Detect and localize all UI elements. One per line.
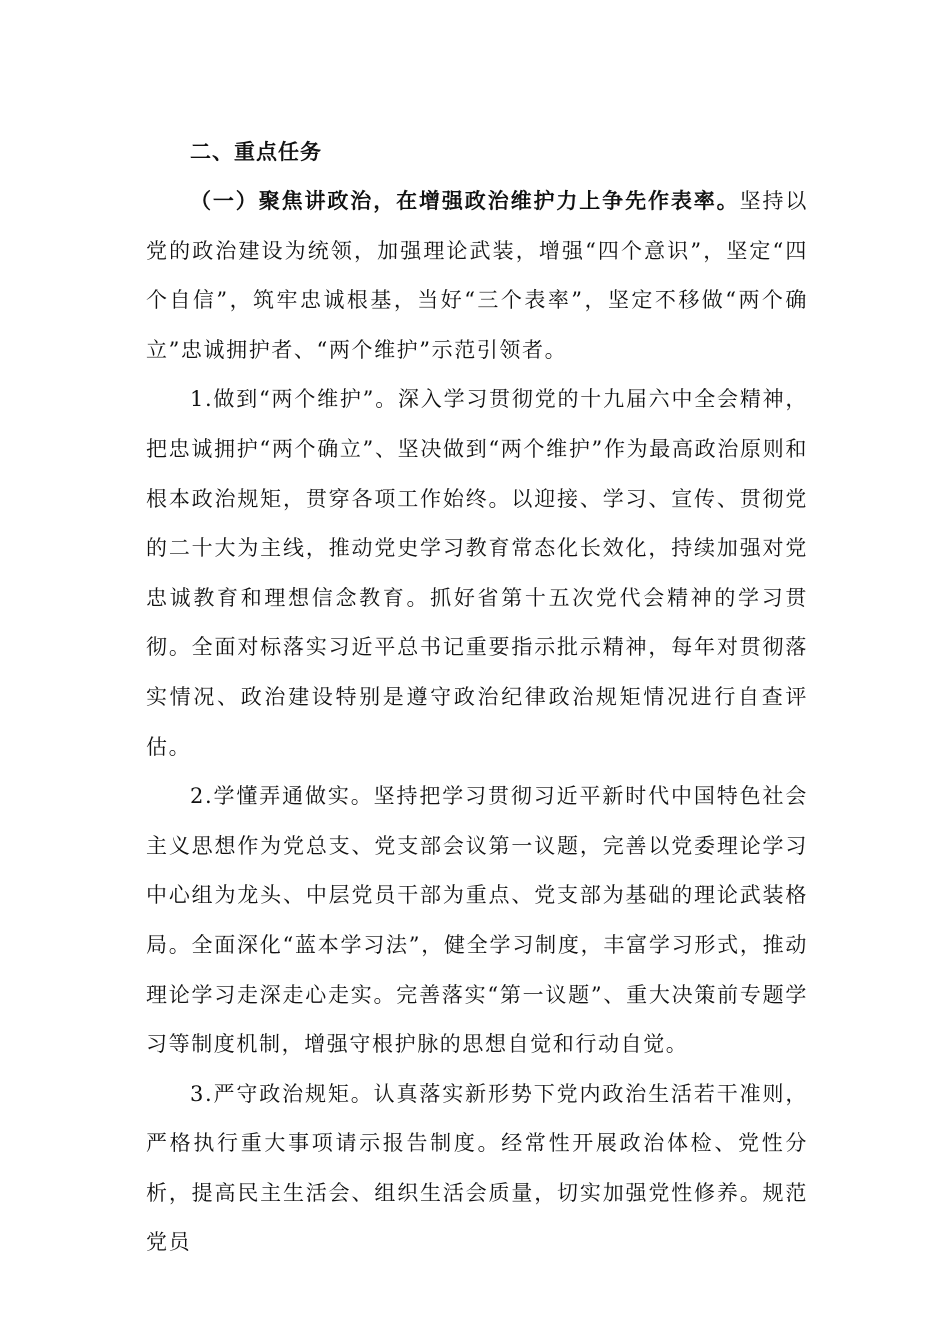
task-item-1: 1.做到“两个维护”。深入学习贯彻党的十九届六中全会精神，把忠诚拥护“两个确立”、坚决做到“两个维护”作为最高政治原则和根本政治规矩，贯穿各项工作始终。以迎接、学习、宣传、贯彻党的二十大为主线，推动党史学习教育常态化长效化，持续加强对党忠诚教育和理想信念教育。抓好省第十五次党代会精神的学习贯彻。全面对标落实习近平总书记重要指示批示精神，每年对贯彻落实情况、政治建设特别是遵守政治纪律政治规矩情况进行自查评估。 [146, 387, 808, 759]
document-body [146, 128, 808, 1268]
section-heading: 二、重点任务 [190, 140, 322, 164]
subsection-lead: （一）聚焦讲政治，在增强政治维护力上争先作表率。 [190, 189, 740, 213]
task-item-3: 3.严守政治规矩。认真落实新形势下党内政治生活若干准则，严格执行重大事项请示报告制度。经常性开展政治体检、党性分析，提高民主生活会、组织生活会质量，切实加强党性修养。规范党员 [146, 1081, 808, 1255]
task-item-2: 2.学懂弄通做实。坚持把学习贯彻习近平新时代中国特色社会主义思想作为党总支、党支部会议第一议题，完善以党委理论学习中心组为龙头、中层党员干部为重点、党支部为基础的理论武装格局。全面深化“蓝本学习法”，健全学习制度，丰富学习形式，推动理论学习走深走心走实。完善落实“第一议题”、重大决策前专题学习等制度机制，增强守根护脉的思想自觉和行动自觉。 [146, 784, 808, 1057]
subsection-paragraph [146, 177, 808, 375]
subsection-body: 坚持以党的政治建设为统领，加强理论武装，增强“四个意识”，坚定“四个自信”，筑牢忠诚根基，当好“三个表率”，坚定不移做“两个确立”忠诚拥护者、“两个维护”示范引领者。 [146, 189, 808, 362]
